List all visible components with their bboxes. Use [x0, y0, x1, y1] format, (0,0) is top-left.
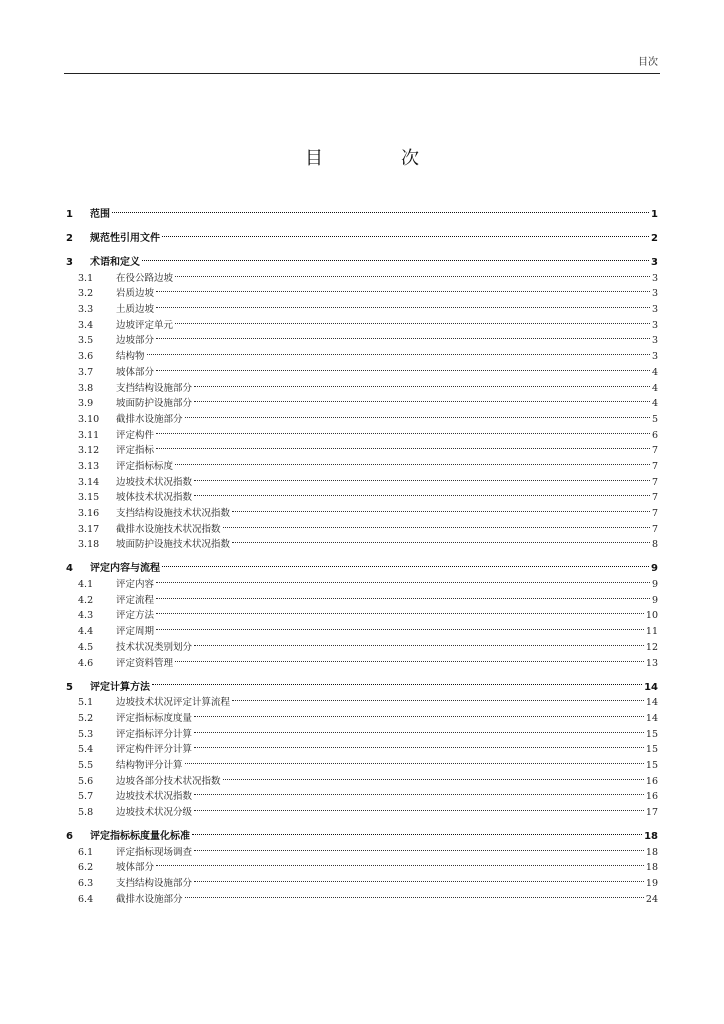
- toc-leader-dots: [194, 737, 644, 753]
- toc-page-number: 8: [651, 539, 658, 551]
- toc-entry-title: 在役公路边坡: [116, 272, 174, 284]
- toc-entry-title: 评定指标标度度量: [116, 712, 193, 724]
- toc-leader-dots: [194, 721, 644, 737]
- toc-entry-title: 评定指标标度量化标准: [90, 831, 190, 842]
- toc-entry-number: 5.1: [78, 697, 94, 709]
- toc-entry-title: 截排水设施部分: [116, 893, 183, 905]
- toc-entry-number: 3.9: [78, 398, 94, 410]
- toc-entry-title: 边坡技术状况指数: [116, 791, 193, 803]
- toc-leader-dots: [175, 453, 650, 469]
- running-header: 目次: [638, 57, 658, 68]
- toc-entry-number: 4.4: [78, 626, 94, 638]
- toc-entry-number: 5.3: [78, 728, 94, 740]
- toc-chapter-entry[interactable]: [66, 224, 658, 244]
- toc-section-entry[interactable]: [66, 265, 658, 284]
- toc-entry-title: 坡体部分: [116, 862, 155, 874]
- toc-page-number: 15: [645, 744, 658, 756]
- toc-entry-title: 坡面防护设施技术状况指数: [116, 539, 231, 551]
- toc-entry-number: 4.1: [78, 579, 94, 591]
- toc-page-number: 9: [651, 594, 658, 606]
- toc-entry-number: 5.7: [78, 791, 94, 803]
- toc-entry-title: 评定指标: [116, 445, 155, 457]
- toc-leader-dots: [232, 690, 644, 706]
- toc-chapter-entry[interactable]: [66, 822, 658, 842]
- toc-leader-dots: [192, 822, 642, 839]
- header-rule: [64, 73, 660, 74]
- toc-page-number: 7: [651, 508, 658, 519]
- toc-leader-dots: [194, 839, 644, 855]
- toc-section-entry[interactable]: [66, 603, 658, 622]
- toc-entry-number: 3.2: [78, 288, 94, 300]
- toc-leader-dots: [162, 224, 649, 241]
- toc-section-entry[interactable]: [66, 375, 658, 394]
- toc-entry-number: 3.13: [78, 460, 100, 472]
- toc-entry-title: 范围: [90, 209, 110, 220]
- toc-entry-title: 评定指标现场调查: [116, 846, 193, 858]
- toc-entry-title: 支挡结构设施部分: [116, 878, 193, 890]
- toc-section-entry[interactable]: [66, 870, 658, 890]
- toc-chapter-entry[interactable]: [66, 673, 658, 693]
- toc-entry-title: 评定流程: [116, 594, 155, 606]
- section-gap: [66, 217, 658, 224]
- toc-page-number: 12: [645, 641, 658, 653]
- toc-entry-title: 评定资料管理: [116, 657, 174, 669]
- toc-page-number: 3: [651, 288, 658, 300]
- toc-entry-title: 评定内容与流程: [90, 563, 160, 575]
- toc-page-number: 18: [644, 831, 658, 842]
- toc-page-number: 4: [651, 366, 658, 378]
- toc-entry-number: 5.2: [78, 712, 94, 724]
- toc-page-number: 1: [651, 209, 658, 220]
- toc-section-entry[interactable]: [66, 312, 658, 331]
- page-title: 目 次: [305, 148, 449, 169]
- toc-page-number: 3: [651, 304, 658, 316]
- toc-leader-dots: [194, 705, 644, 721]
- toc-page-number: 5: [651, 413, 658, 425]
- toc-leader-dots: [185, 886, 644, 902]
- toc-leader-dots: [156, 618, 644, 634]
- toc-entry-title: 评定内容: [116, 579, 155, 591]
- toc-entry-title: 边坡技术状况指数: [116, 476, 193, 488]
- toc-page-number: 4: [651, 398, 658, 410]
- toc-page-number: 14: [645, 712, 658, 724]
- toc-entry-number: 3.16: [78, 508, 100, 519]
- toc-entry-number: 3.3: [78, 304, 94, 316]
- toc-page-number: 19: [645, 878, 658, 890]
- toc-page-number: 3: [651, 272, 658, 284]
- toc-leader-dots: [156, 855, 644, 871]
- toc-entry-title: 评定构件: [116, 429, 155, 441]
- toc-leader-dots: [156, 281, 650, 297]
- toc-leader-dots: [194, 784, 644, 800]
- toc-entry-number: 4.5: [78, 641, 94, 653]
- toc-entry-title: 岩质边坡: [116, 288, 155, 300]
- toc-chapter-entry[interactable]: [66, 554, 658, 575]
- toc-page-number: 18: [645, 862, 658, 874]
- toc-page-number: 7: [651, 523, 658, 535]
- toc-section-entry[interactable]: [66, 343, 658, 363]
- toc-leader-dots: [175, 312, 650, 328]
- toc-entry-title: 坡面防护设施部分: [116, 398, 193, 410]
- toc-entry-number: 3.4: [78, 319, 94, 331]
- toc-leader-dots: [156, 328, 650, 344]
- toc-leader-dots: [194, 634, 644, 650]
- toc-page-number: 4: [651, 382, 658, 394]
- toc-entry-title: 评定方法: [116, 610, 155, 622]
- toc-leader-dots: [156, 438, 650, 454]
- toc-leader-dots: [175, 265, 650, 281]
- toc-entry-title: 评定计算方法: [90, 681, 150, 693]
- toc-entry-number: 3.18: [78, 539, 100, 551]
- toc-leader-dots: [185, 406, 650, 422]
- toc-entry-title: 边坡技术状况评定计算流程: [116, 697, 231, 709]
- toc-entry-title: 坡体技术状况指数: [116, 492, 193, 504]
- toc-page-number: 7: [651, 445, 658, 457]
- toc-page-number: 7: [651, 460, 658, 472]
- toc-leader-dots: [156, 587, 650, 603]
- toc-section-entry[interactable]: [66, 618, 658, 638]
- toc-entry-number: 6.1: [78, 846, 94, 858]
- toc-leader-dots: [156, 603, 644, 619]
- toc-entry-number: 3.8: [78, 382, 94, 394]
- toc-section-entry[interactable]: [66, 587, 658, 606]
- toc-page-number: 16: [645, 791, 658, 803]
- toc-entry-number: 3.14: [78, 476, 100, 488]
- toc-entry-title: 土质边坡: [116, 304, 155, 316]
- table-of-contents: [66, 200, 658, 905]
- toc-leader-dots: [142, 248, 649, 265]
- toc-entry-number: 6.4: [78, 893, 94, 905]
- toc-entry-title: 截排水设施技术状况指数: [116, 523, 221, 535]
- toc-entry-number: 5.6: [78, 775, 94, 787]
- toc-entry-number: 3: [66, 257, 73, 268]
- toc-entry-number: 3.1: [78, 272, 94, 284]
- toc-leader-dots: [147, 343, 650, 359]
- toc-entry-title: 结构物评分计算: [116, 759, 183, 771]
- toc-page-number: 16: [645, 775, 658, 787]
- toc-leader-dots: [194, 799, 644, 815]
- toc-section-entry[interactable]: [66, 690, 658, 709]
- toc-leader-dots: [156, 422, 650, 438]
- toc-entry-number: 5.4: [78, 744, 94, 756]
- toc-entry-number: 1: [66, 209, 73, 220]
- toc-entry-title: 评定周期: [116, 626, 155, 638]
- toc-entry-number: 4.2: [78, 594, 94, 606]
- toc-leader-dots: [232, 532, 650, 548]
- toc-entry-number: 6: [66, 831, 73, 842]
- toc-entry-number: 3.15: [78, 492, 100, 504]
- toc-entry-number: 6.2: [78, 862, 94, 874]
- toc-entry-title: 坡体部分: [116, 366, 155, 378]
- toc-page-number: 3: [651, 319, 658, 331]
- toc-page-number: 24: [645, 893, 658, 905]
- toc-entry-title: 规范性引用文件: [90, 233, 160, 244]
- toc-page-number: 9: [651, 579, 658, 591]
- toc-entry-title: 技术状况类别划分: [116, 641, 193, 653]
- toc-page-number: 9: [651, 563, 658, 575]
- toc-entry-number: 3.10: [78, 413, 100, 425]
- toc-leader-dots: [194, 485, 650, 501]
- toc-leader-dots: [156, 296, 650, 312]
- toc-leader-dots: [223, 516, 650, 532]
- toc-entry-number: 4.6: [78, 657, 94, 669]
- toc-entry-number: 3.6: [78, 351, 94, 363]
- toc-leader-dots: [194, 469, 650, 485]
- toc-entry-title: 结构物: [116, 351, 145, 363]
- toc-leader-dots: [175, 650, 644, 666]
- toc-leader-dots: [152, 673, 642, 690]
- toc-entry-number: 4.3: [78, 610, 94, 622]
- toc-entry-number: 3.7: [78, 366, 94, 378]
- toc-leader-dots: [185, 752, 644, 768]
- toc-section-entry[interactable]: [66, 438, 658, 457]
- toc-leader-dots: [194, 391, 650, 407]
- toc-section-entry[interactable]: [66, 296, 658, 316]
- toc-entry-title: 评定指标评分计算: [116, 728, 193, 740]
- toc-leader-dots: [232, 500, 650, 516]
- toc-page-number: 3: [651, 257, 658, 268]
- toc-entry-title: 评定构件评分计算: [116, 744, 193, 756]
- toc-leader-dots: [112, 200, 649, 217]
- toc-page-number: 15: [645, 728, 658, 740]
- toc-entry-number: 6.3: [78, 878, 94, 890]
- toc-entry-title: 支挡结构设施部分: [116, 382, 193, 394]
- toc-entry-title: 支挡结构设施技术状况指数: [116, 508, 231, 519]
- toc-page-number: 15: [645, 759, 658, 771]
- toc-page-number: 11: [645, 626, 658, 638]
- toc-section-entry[interactable]: [66, 453, 658, 472]
- toc-entry-title: 边坡各部分技术状况指数: [116, 775, 221, 787]
- toc-entry-number: 4: [66, 563, 73, 575]
- toc-entry-number: 3.11: [78, 429, 100, 441]
- toc-entry-title: 截排水设施部分: [116, 413, 183, 425]
- toc-entry-title: 边坡评定单元: [116, 319, 174, 331]
- toc-page-number: 14: [645, 697, 658, 709]
- toc-page-number: 3: [651, 351, 658, 363]
- toc-entry-number: 2: [66, 233, 73, 244]
- toc-leader-dots: [194, 870, 644, 886]
- toc-entry-title: 术语和定义: [90, 257, 140, 268]
- toc-leader-dots: [194, 375, 650, 391]
- toc-chapter-entry[interactable]: [66, 200, 658, 220]
- toc-page-number: 7: [651, 492, 658, 504]
- toc-page-number: 2: [651, 233, 658, 244]
- toc-entry-number: 5.8: [78, 807, 94, 818]
- toc-page-number: 14: [644, 681, 658, 693]
- toc-entry-number: 5.5: [78, 759, 94, 771]
- toc-leader-dots: [156, 359, 650, 375]
- toc-leader-dots: [162, 554, 649, 571]
- toc-page-number: 6: [651, 429, 658, 441]
- toc-section-entry[interactable]: [66, 359, 658, 378]
- toc-entry-number: 3.5: [78, 335, 94, 347]
- toc-entry-number: 3.17: [78, 523, 100, 535]
- toc-page-number: 13: [645, 657, 658, 669]
- toc-page-number: 17: [645, 807, 658, 818]
- toc-page-number: 3: [651, 335, 658, 347]
- toc-chapter-entry[interactable]: [66, 248, 658, 268]
- toc-section-entry[interactable]: [66, 634, 658, 653]
- toc-page-number: 10: [645, 610, 658, 622]
- toc-page-number: 18: [645, 846, 658, 858]
- toc-entry-title: 评定指标标度: [116, 460, 174, 472]
- toc-entry-number: 5: [66, 681, 73, 693]
- toc-leader-dots: [156, 571, 650, 587]
- toc-entry-title: 边坡部分: [116, 335, 155, 347]
- toc-leader-dots: [223, 768, 644, 784]
- toc-entry-title: 边坡技术状况分级: [116, 807, 193, 818]
- toc-page-number: 7: [651, 476, 658, 488]
- toc-entry-number: 3.12: [78, 445, 100, 457]
